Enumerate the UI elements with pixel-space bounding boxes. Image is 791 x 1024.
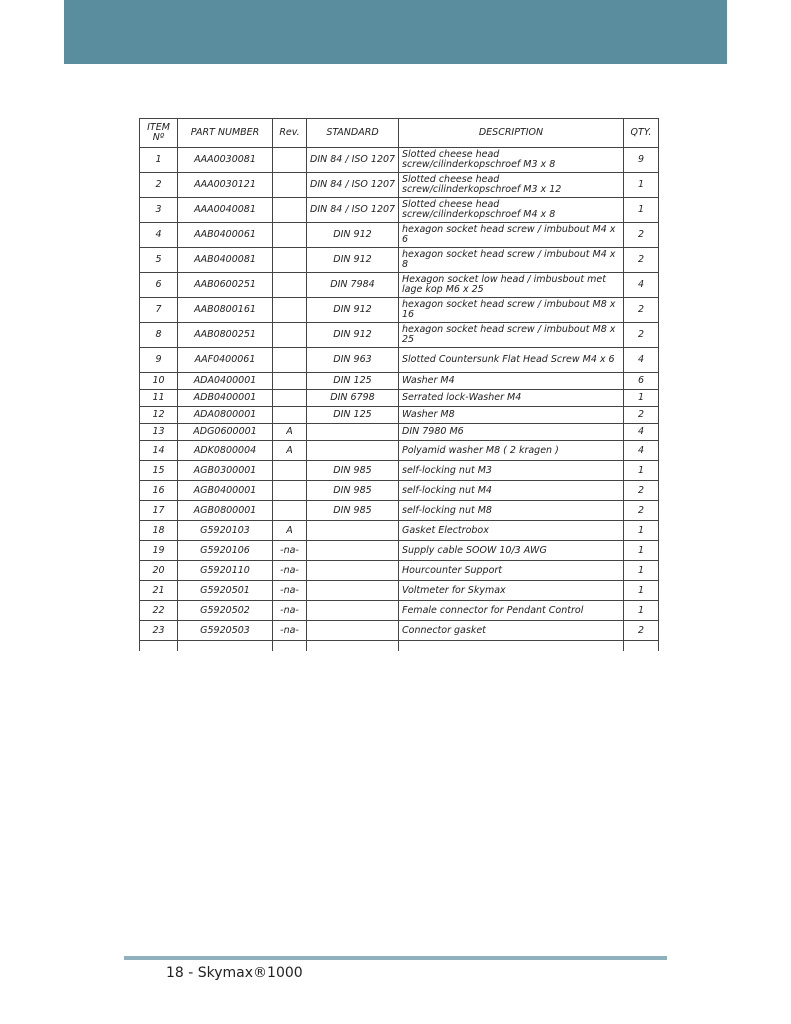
table-row [140,581,659,601]
cell-description: hexagon socket head screw / imbubout M4 x 8 [399,248,624,273]
cell-item: 6 [140,273,178,298]
cell-description: Voltmeter for Skymax [399,581,624,601]
cell-item: 4 [140,223,178,248]
cell-part-number: G5920110 [178,561,273,581]
cell-rev: A [273,521,307,541]
cell-qty: 1 [624,198,659,223]
cell-standard [307,424,399,441]
cell-qty: 1 [624,173,659,198]
cell-description: Female connector for Pendant Control [399,601,624,621]
cell-rev [273,390,307,407]
cell-qty: 1 [624,521,659,541]
cell-item: 19 [140,541,178,561]
table-row [140,561,659,581]
cell-rev [273,298,307,323]
table-tail-row [140,641,659,652]
cell-standard [307,441,399,461]
table-row [140,481,659,501]
table-row [140,248,659,273]
cell-description: Gasket Electrobox [399,521,624,541]
table-row [140,407,659,424]
cell-item: 21 [140,581,178,601]
cell-standard [307,621,399,641]
cell-standard: DIN 912 [307,323,399,348]
cell-part-number: AAB0400061 [178,223,273,248]
cell-description: Slotted cheese head screw/cilinderkopschroef M3 x 8 [399,148,624,173]
header-part-number: PART NUMBER [178,119,273,148]
cell-qty: 4 [624,348,659,373]
cell-qty: 1 [624,461,659,481]
cell-qty: 2 [624,223,659,248]
header-item-no: ITEM Nº [140,119,178,148]
cell-standard: DIN 985 [307,481,399,501]
header-qty: QTY. [624,119,659,148]
cell-standard: DIN 985 [307,461,399,481]
cell-standard [307,581,399,601]
cell-qty: 2 [624,407,659,424]
cell-rev: -na- [273,541,307,561]
tail-cell [178,641,273,652]
cell-rev [273,148,307,173]
cell-description: Hexagon socket low head / imbusbout met lage kop M6 x 25 [399,273,624,298]
cell-item: 22 [140,601,178,621]
cell-part-number: AAB0600251 [178,273,273,298]
cell-item: 23 [140,621,178,641]
cell-description: self-locking nut M3 [399,461,624,481]
cell-part-number: G5920503 [178,621,273,641]
cell-part-number: G5920103 [178,521,273,541]
cell-part-number: AAB0800251 [178,323,273,348]
cell-description: self-locking nut M4 [399,481,624,501]
cell-qty: 4 [624,273,659,298]
cell-standard [307,561,399,581]
cell-rev [273,407,307,424]
cell-item: 3 [140,198,178,223]
cell-part-number: ADG0600001 [178,424,273,441]
cell-description: Connector gasket [399,621,624,641]
table-row [140,621,659,641]
cell-item: 11 [140,390,178,407]
cell-item: 10 [140,373,178,390]
table-row [140,223,659,248]
table-header-row [140,119,659,148]
cell-description: Slotted Countersunk Flat Head Screw M4 x 6 [399,348,624,373]
cell-description: Supply cable SOOW 10/3 AWG [399,541,624,561]
cell-item: 20 [140,561,178,581]
cell-rev [273,501,307,521]
cell-part-number: ADA0400001 [178,373,273,390]
table-row [140,390,659,407]
cell-standard: DIN 7984 [307,273,399,298]
cell-item: 17 [140,501,178,521]
cell-description: Washer M8 [399,407,624,424]
table-row [140,501,659,521]
cell-qty: 4 [624,441,659,461]
cell-qty: 2 [624,248,659,273]
cell-part-number: AGB0300001 [178,461,273,481]
cell-rev: A [273,424,307,441]
cell-qty: 1 [624,581,659,601]
cell-standard [307,521,399,541]
tail-cell [624,641,659,652]
cell-part-number: ADK0800004 [178,441,273,461]
cell-qty: 1 [624,390,659,407]
cell-item: 18 [140,521,178,541]
table-row [140,298,659,323]
cell-part-number: AAB0400081 [178,248,273,273]
cell-rev: -na- [273,561,307,581]
cell-rev [273,461,307,481]
cell-item: 8 [140,323,178,348]
cell-part-number: G5920502 [178,601,273,621]
header-rev: Rev. [273,119,307,148]
tail-cell [273,641,307,652]
cell-qty: 6 [624,373,659,390]
footer-rule [124,956,667,960]
cell-part-number: ADB0400001 [178,390,273,407]
table-row [140,323,659,348]
cell-qty: 2 [624,501,659,521]
cell-item: 7 [140,298,178,323]
cell-item: 2 [140,173,178,198]
cell-qty: 1 [624,541,659,561]
cell-rev [273,348,307,373]
cell-item: 1 [140,148,178,173]
cell-rev [273,273,307,298]
cell-qty: 9 [624,148,659,173]
table-row [140,521,659,541]
cell-part-number: AGB0800001 [178,501,273,521]
table-row [140,173,659,198]
cell-part-number: AGB0400001 [178,481,273,501]
cell-standard: DIN 912 [307,223,399,248]
table-row [140,441,659,461]
cell-standard: DIN 985 [307,501,399,521]
cell-rev [273,248,307,273]
header-standard: STANDARD [307,119,399,148]
cell-qty: 1 [624,561,659,581]
cell-description: hexagon socket head screw / imbubout M8 x 25 [399,323,624,348]
cell-standard: DIN 84 / ISO 1207 [307,148,399,173]
table-row [140,424,659,441]
cell-rev: -na- [273,581,307,601]
table-row [140,273,659,298]
cell-rev [273,323,307,348]
cell-description: DIN 7980 M6 [399,424,624,441]
cell-item: 12 [140,407,178,424]
table-row [140,601,659,621]
parts-list-table [139,118,659,651]
table-row [140,373,659,390]
cell-rev [273,373,307,390]
table-row [140,148,659,173]
cell-rev: -na- [273,621,307,641]
cell-description: hexagon socket head screw / imbubout M4 x 6 [399,223,624,248]
cell-item: 13 [140,424,178,441]
cell-part-number: AAB0800161 [178,298,273,323]
cell-rev: A [273,441,307,461]
cell-standard: DIN 912 [307,248,399,273]
cell-part-number: AAF0400061 [178,348,273,373]
cell-description: self-locking nut M8 [399,501,624,521]
cell-qty: 2 [624,481,659,501]
tail-cell [399,641,624,652]
table-row [140,198,659,223]
tail-cell [140,641,178,652]
cell-standard [307,541,399,561]
cell-item: 15 [140,461,178,481]
tail-cell [307,641,399,652]
cell-qty: 1 [624,601,659,621]
cell-item: 9 [140,348,178,373]
cell-standard [307,601,399,621]
cell-rev [273,173,307,198]
header-description: DESCRIPTION [399,119,624,148]
cell-description: Washer M4 [399,373,624,390]
cell-item: 5 [140,248,178,273]
footer-page-label: 18 - Skymax®1000 [166,965,303,981]
cell-qty: 2 [624,621,659,641]
cell-qty: 2 [624,323,659,348]
cell-standard: DIN 6798 [307,390,399,407]
cell-rev [273,198,307,223]
cell-qty: 2 [624,298,659,323]
cell-standard: DIN 963 [307,348,399,373]
cell-standard: DIN 125 [307,373,399,390]
cell-description: Slotted cheese head screw/cilinderkopschroef M3 x 12 [399,173,624,198]
cell-part-number: AAA0030121 [178,173,273,198]
cell-description: Polyamid washer M8 ( 2 kragen ) [399,441,624,461]
cell-standard: DIN 84 / ISO 1207 [307,173,399,198]
table-row [140,541,659,561]
cell-part-number: G5920106 [178,541,273,561]
cell-description: Hourcounter Support [399,561,624,581]
cell-item: 16 [140,481,178,501]
table-row [140,461,659,481]
header-band [64,0,727,64]
cell-description: hexagon socket head screw / imbubout M8 x 16 [399,298,624,323]
cell-item: 14 [140,441,178,461]
cell-rev [273,223,307,248]
cell-standard: DIN 125 [307,407,399,424]
cell-part-number: G5920501 [178,581,273,601]
cell-standard: DIN 912 [307,298,399,323]
cell-rev: -na- [273,601,307,621]
cell-part-number: AAA0030081 [178,148,273,173]
cell-part-number: ADA0800001 [178,407,273,424]
cell-part-number: AAA0040081 [178,198,273,223]
table-row [140,348,659,373]
cell-qty: 4 [624,424,659,441]
cell-standard: DIN 84 / ISO 1207 [307,198,399,223]
cell-rev [273,481,307,501]
cell-description: Serrated lock-Washer M4 [399,390,624,407]
cell-description: Slotted cheese head screw/cilinderkopschroef M4 x 8 [399,198,624,223]
